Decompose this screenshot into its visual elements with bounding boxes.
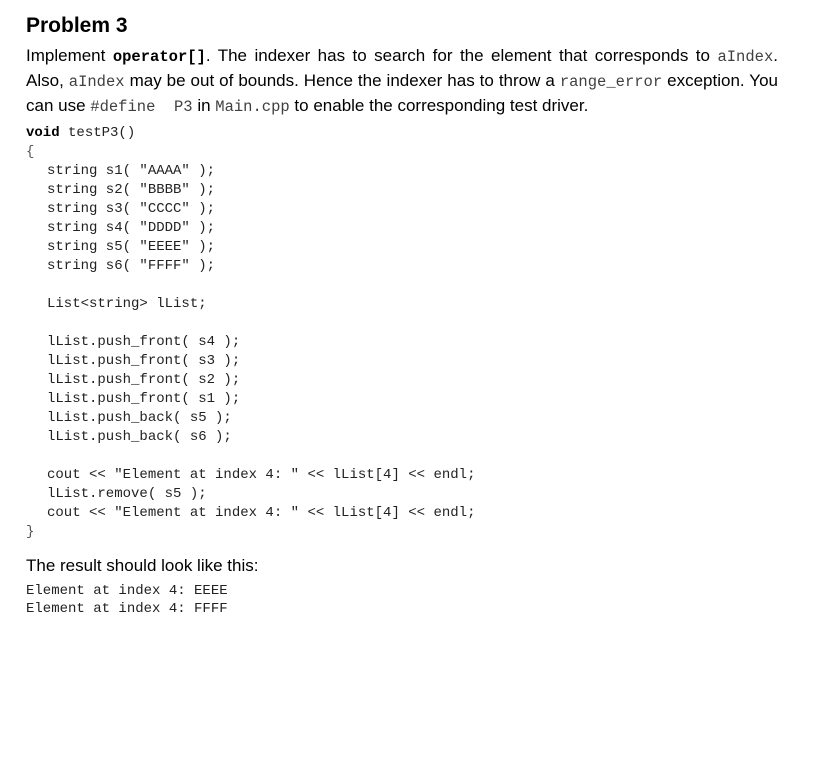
code-blank-line xyxy=(26,314,778,333)
description-text: . Also, xyxy=(26,46,778,90)
code-line: lList.push_front( s4 ); xyxy=(47,334,241,350)
code-line: string s2( "BBBB" ); xyxy=(47,182,216,198)
problem-page xyxy=(26,12,778,618)
inline-code-define: #define P3 xyxy=(90,98,193,116)
code-block xyxy=(26,124,778,542)
problem-title: Problem 3 xyxy=(26,14,128,37)
code-line: List<string> lList; xyxy=(47,296,207,312)
expected-output xyxy=(26,582,778,618)
output-line: Element at index 4: FFFF xyxy=(26,601,228,617)
code-close-brace: } xyxy=(26,524,35,540)
inline-code-aindex: aIndex xyxy=(717,48,774,66)
code-line: cout << "Element at index 4: " << lList[4] << endl; xyxy=(47,467,476,483)
code-line: lList.remove( s5 ); xyxy=(47,486,207,502)
inline-code-aindex: aIndex xyxy=(68,73,125,91)
problem-description xyxy=(26,44,778,119)
inline-code-main-cpp: Main.cpp xyxy=(215,98,290,116)
code-line: string s4( "DDDD" ); xyxy=(47,220,216,236)
code-line: lList.push_front( s1 ); xyxy=(47,391,241,407)
code-blank-line xyxy=(26,447,778,466)
code-line: string s6( "FFFF" ); xyxy=(47,258,216,274)
description-text: . The indexer has to search for the element that corresponds to xyxy=(205,46,718,65)
code-line: lList.push_back( s6 ); xyxy=(47,429,232,445)
code-line: lList.push_front( s2 ); xyxy=(47,372,241,388)
code-signature xyxy=(26,124,778,143)
code-line: cout << "Element at index 4: " << lList[4] << endl; xyxy=(47,505,476,521)
result-label: The result should look like this: xyxy=(26,556,259,575)
code-line: string s1( "AAAA" ); xyxy=(47,163,216,179)
description-text: may be out of bounds. Hence the indexer has to throw a xyxy=(124,71,560,90)
code-line: lList.push_back( s5 ); xyxy=(47,410,232,426)
description-text: in xyxy=(192,96,216,115)
description-text: exception. You can use xyxy=(26,71,778,115)
output-line: Element at index 4: EEEE xyxy=(26,583,228,599)
inline-code-operator: operator[] xyxy=(112,48,206,66)
code-line: string s5( "EEEE" ); xyxy=(47,239,216,255)
code-blank-line xyxy=(26,276,778,295)
code-open-brace: { xyxy=(26,144,35,160)
description-text: Implement xyxy=(26,46,113,65)
inline-code-range-error: range_error xyxy=(559,73,663,91)
code-line: string s3( "CCCC" ); xyxy=(47,201,216,217)
code-line: lList.push_front( s3 ); xyxy=(47,353,241,369)
description-text: to enable the corresponding test driver. xyxy=(289,96,589,115)
code-keyword: void xyxy=(26,125,60,141)
code-text: testP3() xyxy=(59,125,136,141)
